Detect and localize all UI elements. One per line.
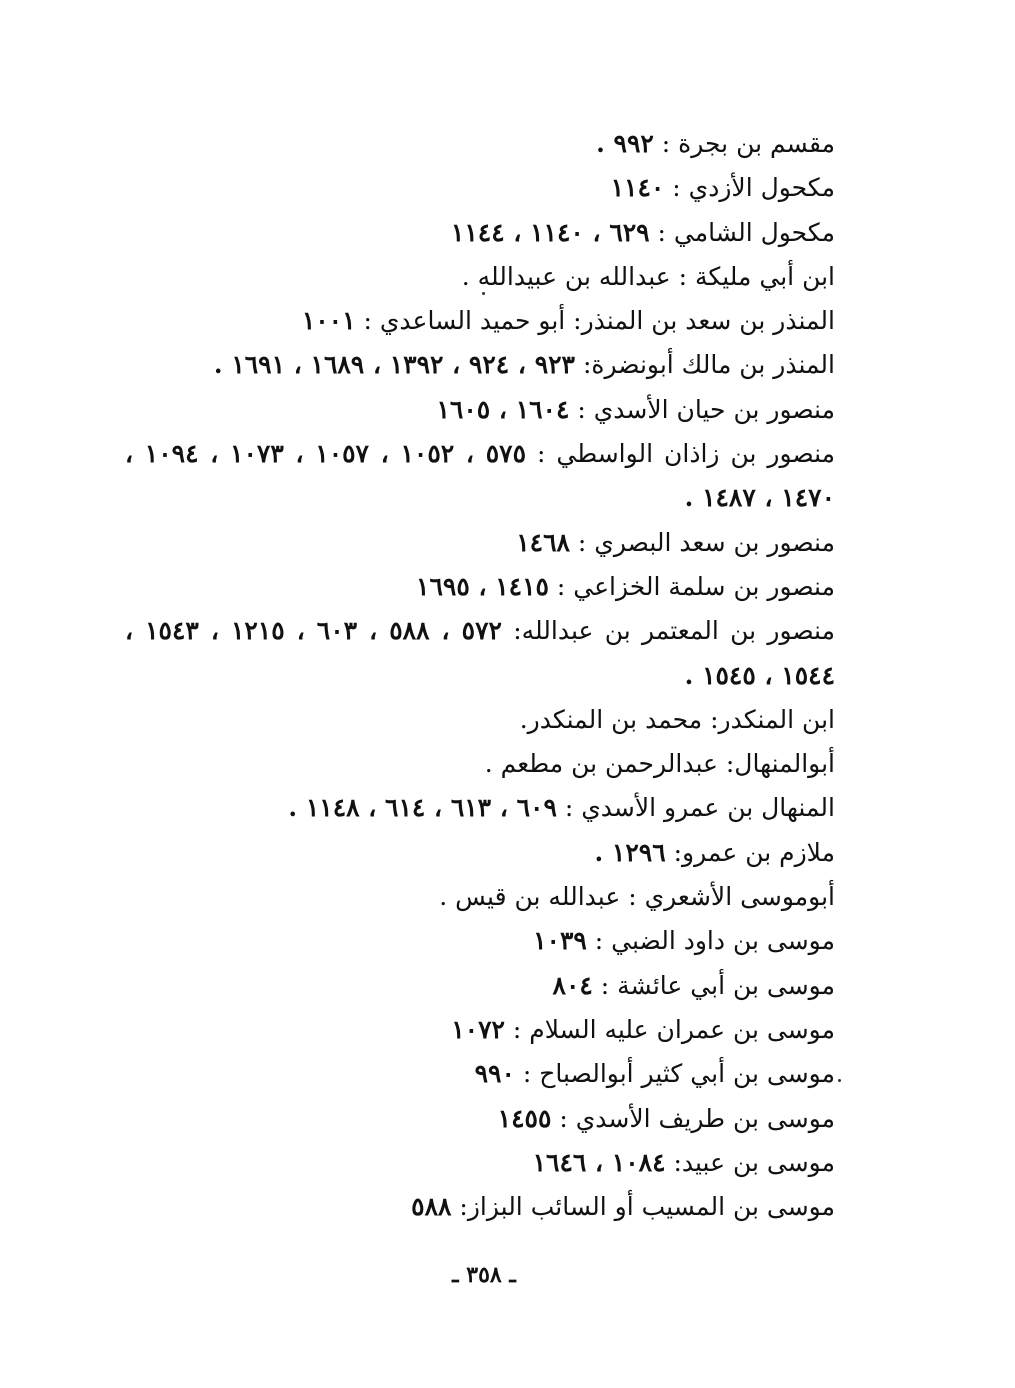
index-entry xyxy=(125,1185,835,1229)
entry-references: ٥٧٥ ، ١٠٥٢ ، ١٠٥٧ ، ١٠٧٣ ، ١٠٩٤ ، ١٤٧٠ ، ١٤٨٧ . xyxy=(125,439,835,513)
entry-references: ١١٤٠ xyxy=(610,173,665,203)
entry-name: مقسم بن بجرة : xyxy=(653,129,835,158)
entry-references: ٩٢٣ ، ٩٢٤ ، ١٣٩٢ ، ١٦٨٩ ، ١٦٩١ . xyxy=(213,350,575,380)
entry-name: أبوالمنهال: عبدالرحمن بن مطعم . xyxy=(484,749,835,779)
entry-references: ٨٠٤ xyxy=(552,970,593,1000)
entry-references: ١٠٠١ xyxy=(301,306,356,336)
index-entry xyxy=(125,299,835,343)
entry-references: ١٤١٥ ، ١٦٩٥ xyxy=(416,571,549,601)
index-entry xyxy=(125,1141,835,1185)
index-entry xyxy=(125,432,835,521)
entry-name: موسى بن عبيد: xyxy=(665,1147,835,1177)
index-entry xyxy=(125,1008,835,1052)
entry-name: منصور بن زاذان الواسطي : xyxy=(526,439,836,469)
index-entry xyxy=(125,1097,835,1141)
index-entry xyxy=(125,211,835,255)
scan-speck xyxy=(838,1079,841,1082)
entry-name: المنذر بن مالك أبونضرة: xyxy=(575,350,835,380)
index-entry xyxy=(125,742,835,786)
entry-name: ابن المنكدر: محمد بن المنكدر. xyxy=(519,704,835,734)
entry-name: موسى بن أبي عائشة : xyxy=(592,970,835,1000)
index-entry xyxy=(125,122,835,166)
entry-name: منصور بن المعتمر بن عبدالله: xyxy=(501,616,835,646)
entry-name: منصور بن سعد البصري : xyxy=(569,527,835,557)
entry-name: منصور بن حيان الأسدي : xyxy=(569,394,835,424)
entry-references: ٥٨٨ xyxy=(411,1192,452,1222)
index-entry xyxy=(125,166,835,210)
index-entry xyxy=(125,343,835,387)
index-entry xyxy=(125,521,835,565)
index-entry xyxy=(125,698,835,742)
entry-name: منصور بن سلمة الخزاعي : xyxy=(548,571,835,601)
entry-references: ١٢٩٦ . xyxy=(594,837,666,867)
entry-references: ٥٧٢ ، ٥٨٨ ، ٦٠٣ ، ١٢١٥ ، ١٥٤٣ ، ١٥٤٤ ، ١٥٤٥ . xyxy=(125,616,835,690)
index-entry xyxy=(125,388,835,432)
entry-name: موسى بن أبي كثير أبوالصباح : xyxy=(514,1059,835,1089)
entry-name: المنذر بن سعد بن المنذر: أبو حميد الساعدي : xyxy=(355,306,835,336)
entry-references: ٩٩٢ . xyxy=(596,129,654,158)
entry-references: ١٠٣٩ xyxy=(533,926,587,956)
index-entry xyxy=(125,609,835,698)
index-entry-list xyxy=(125,122,835,1229)
entry-name: مكحول الشامي : xyxy=(649,217,835,247)
index-entry xyxy=(125,255,835,299)
entry-references: ١٤٥٥ xyxy=(497,1103,552,1133)
entry-references: ٩٩٠ xyxy=(474,1059,515,1089)
entry-references: ٦٢٩ ، ١١٤٠ ، ١١٤٤ xyxy=(450,217,650,247)
index-entry xyxy=(125,831,835,875)
index-entry xyxy=(125,875,835,919)
entry-name: ابن أبي مليكة : عبدالله بن عبيدالله . xyxy=(461,261,835,291)
page-number: ـ ٣٥٨ ـ xyxy=(452,1262,516,1288)
entry-name: موسى بن داود الضبي : xyxy=(586,926,835,956)
entry-name: أبوموسى الأشعري : عبدالله بن قيس . xyxy=(439,882,835,912)
index-entry xyxy=(125,1052,835,1096)
entry-name: موسى بن طريف الأسدي : xyxy=(551,1103,835,1133)
entry-references: ١٤٦٨ xyxy=(516,527,570,557)
entry-name: موسى بن عمران عليه السلام : xyxy=(504,1014,835,1044)
entry-references: ٦٠٩ ، ٦١٣ ، ٦١٤ ، ١١٤٨ . xyxy=(288,793,557,823)
index-entry xyxy=(125,786,835,830)
entry-references: ١٦٠٤ ، ١٦٠٥ xyxy=(436,394,570,424)
index-entry xyxy=(125,964,835,1008)
entry-name: موسى بن المسيب أو السائب البزاز: xyxy=(451,1192,835,1222)
entry-references: ١٠٧٢ xyxy=(451,1014,505,1044)
index-entry xyxy=(125,565,835,609)
entry-name: ملازم بن عمرو: xyxy=(665,837,835,867)
scan-speck xyxy=(482,292,485,295)
entry-references: ١٠٨٤ ، ١٦٤٦ xyxy=(532,1147,666,1177)
entry-name: المنهال بن عمرو الأسدي : xyxy=(556,793,835,823)
index-entry xyxy=(125,919,835,963)
entry-name: مكحول الأزدي : xyxy=(664,173,835,203)
